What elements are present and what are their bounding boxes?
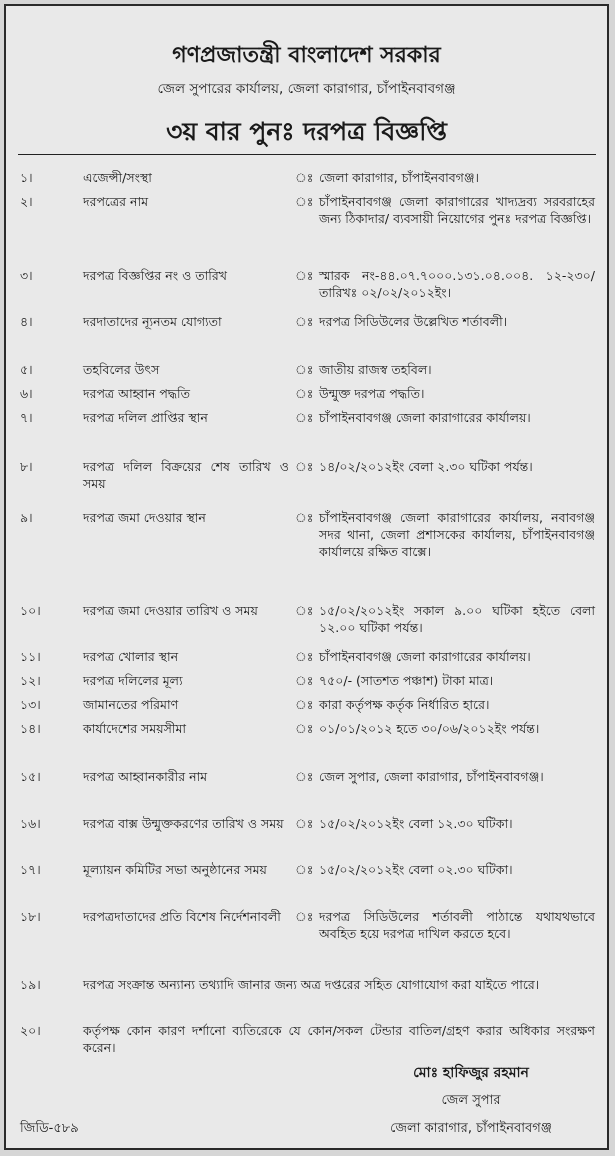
item-colon: ঃ (295, 386, 314, 401)
item-number: ১৭। (20, 862, 41, 877)
item-colon: ঃ (295, 603, 314, 618)
item-label: দরপত্র বাক্স উন্মুক্তকরণের তারিখ ও সময় (83, 816, 284, 831)
item-label: দরপত্র খোলার স্থান (83, 649, 179, 664)
item-label: দরদাতাদের ন্যূনতম যোগ্যতা (83, 314, 222, 329)
item-value: চাঁপাইনবাবগঞ্জ জেলা কারাগারের খাদ্যদ্রব্য সরবরাহের জন্য ঠিকাদার/ ব্যবসায়ী নিয়োগের পুনঃ দরপত্র বিজ্ঞপ্তি। (319, 194, 595, 226)
item-value: ১৫/০২/২০১২ইং বেলা ০২.৩০ ঘটিকা। (319, 862, 513, 877)
item-value: ১৫/০২/২০১২ইং বেলা ১২.৩০ ঘটিকা। (319, 816, 513, 831)
office-name: জেল সুপারের কার্যালয়, জেলা কারাগার, চাঁপাইনবাবগঞ্জ (157, 81, 456, 97)
item-number: ৪। (20, 314, 33, 329)
item-label: দরপত্র জমা দেওয়ার স্থান (83, 510, 206, 525)
item-colon: ঃ (295, 362, 314, 377)
item-label: দরপত্র জমা দেওয়ার তারিখ ও সময় (83, 603, 258, 618)
item-colon: ঃ (295, 268, 314, 283)
item-value: ১৫/০২/২০১২ইং সকাল ৯.০০ ঘটিকা হইতে বেলা ১২.০০ ঘটিকা পর্যন্ত। (319, 603, 595, 635)
item-colon: ঃ (295, 314, 314, 329)
item-number: ৫। (20, 362, 33, 377)
item-value: উন্মুক্ত দরপত্র পদ্ধতি। (319, 386, 425, 401)
item-number: ৮। (20, 459, 33, 474)
item-label: দরপত্রের নাম (83, 194, 149, 209)
item-value: দরপত্র সিডিউলের উল্লেখিত শর্তাবলী। (319, 314, 508, 329)
item-value: চাঁপাইনবাবগঞ্জ জেলা কারাগারের কার্যালয়, নবাবগঞ্জ সদর থানা, জেলা প্রশাসকের কার্যালয়, চাঁপাইনবাবগঞ্জ কার্যালয়ে রক্ষিত বাক্সে। (319, 510, 595, 559)
item-colon: ঃ (295, 459, 314, 474)
item-colon: ঃ (295, 410, 314, 425)
item-colon: ঃ (295, 510, 314, 525)
item-value: ১৪/০২/২০১২ইং বেলা ২.৩০ ঘটিকা পর্যন্ত। (319, 459, 533, 474)
item-colon: ঃ (295, 697, 314, 712)
item-number: ১৩। (20, 697, 41, 712)
item-value: ০১/০১/২০১২ হতে ৩০/০৬/২০১২ইং পর্যন্ত। (319, 721, 540, 736)
item-colon: ঃ (295, 769, 314, 784)
item-value: ৭৫০/- (সাতশত পঞ্চাশ) টাকা মাত্র। (319, 673, 494, 688)
item-value: চাঁপাইনবাবগঞ্জ জেলা কারাগারের কার্যালয়। (319, 410, 531, 425)
government-title: গণপ্রজাতন্ত্রী বাংলাদেশ সরকার (172, 43, 441, 68)
item-label: এজেন্সী/সংস্থা (83, 170, 152, 185)
item-label: জামানতের পরিমাণ (83, 697, 179, 712)
signatory-designation: জেল সুপার (441, 1093, 501, 1108)
item-label: দরপত্র বিজ্ঞপ্তির নং ও তারিখ (83, 268, 227, 283)
note-text: দরপত্র সংক্রান্ত অন্যান্য তথ্যাদি জানার জন্য অত্র দপ্তরের সহিত যোগাযোগ করা যাইতে পারে। (83, 977, 540, 992)
item-colon: ঃ (295, 673, 314, 688)
item-value: জাতীয় রাজস্ব তহবিল। (319, 362, 432, 377)
item-label: তহবিলের উৎস (83, 362, 160, 377)
item-colon: ঃ (295, 816, 314, 831)
item-label: দরপত্র দলিল বিক্রয়ের শেষ তারিখ ও সময় (83, 459, 289, 491)
item-colon: ঃ (295, 649, 314, 664)
item-number: ১৯। (20, 977, 41, 992)
item-label: মূল্যায়ন কমিটির সভা অনুষ্ঠানের সময় (83, 862, 267, 877)
item-number: ৯। (20, 510, 33, 525)
signatory-name: মোঃ হাফিজুর রহমান (413, 1065, 529, 1081)
notice-title: ৩য় বার পুনঃ দরপত্র বিজ্ঞপ্তি (166, 117, 447, 146)
item-colon: ঃ (295, 170, 314, 185)
item-number: ৩। (20, 268, 33, 283)
note-text: কর্তৃপক্ষ কোন কারণ দর্শানো ব্যতিরেকে যে কোন/সকল টেন্ডার বাতিল/গ্রহণ করার অধিকার সংরক্ষণ করেন। (83, 1023, 595, 1055)
item-label: দরপত্র আহ্বান পদ্ধতি (83, 386, 191, 401)
item-number: ৬। (20, 386, 33, 401)
item-number: ২০। (20, 1023, 41, 1038)
item-number: ১। (20, 170, 33, 185)
item-number: ১০। (20, 603, 41, 618)
item-number: ১৮। (20, 909, 41, 924)
item-number: ১২। (20, 673, 41, 688)
reference-number: জিডি-৫৮৯ (20, 1121, 79, 1136)
item-label: কার্যাদেশের সময়সীমা (83, 721, 187, 736)
item-colon: ঃ (295, 194, 314, 209)
item-value: কারা কর্তৃপক্ষ কর্তৃক নির্ধারিত হারে। (319, 697, 490, 712)
item-value: দরপত্র সিডিউলের শর্তাবলী পাঠান্তে যথাযথভাবে অবহিত হয়ে দরপত্র দাখিল করতে হবে। (319, 909, 595, 941)
item-number: ৭। (20, 410, 33, 425)
item-label: দরপত্রদাতাদের প্রতি বিশেষ নির্দেশনাবলী (83, 909, 281, 924)
item-value: চাঁপাইনবাবগঞ্জ জেলা কারাগারের কার্যালয়। (319, 649, 531, 664)
item-number: ১৬। (20, 816, 41, 831)
item-number: ২। (20, 194, 33, 209)
item-colon: ঃ (295, 721, 314, 736)
item-number: ১৫। (20, 769, 41, 784)
signatory-office: জেলা কারাগার, চাঁপাইনবাবগঞ্জ (390, 1121, 552, 1136)
item-value: জেল সুপার, জেলা কারাগার, চাঁপাইনবাবগঞ্জ। (319, 769, 544, 784)
item-label: দরপত্র দলিলের মূল্য (83, 673, 183, 688)
item-label: দরপত্র দলিল প্রাপ্তির স্থান (83, 410, 208, 425)
item-colon: ঃ (295, 862, 314, 877)
tender-notice-page (4, 4, 609, 1150)
item-value: জেলা কারাগার, চাঁপাইনবাবগঞ্জ। (319, 170, 480, 185)
item-colon: ঃ (295, 909, 314, 924)
item-label: দরপত্র আহ্বানকারীর নাম (83, 769, 208, 784)
item-number: ১৪। (20, 721, 41, 736)
header-divider (18, 154, 596, 155)
item-number: ১১। (20, 649, 41, 664)
item-value: স্মারক নং-৪৪.০৭.৭০০০.১৩১.০৪.০০৪. ১২-২৩০/তারিখঃ ০২/০২/২০১২ইং। (319, 268, 595, 300)
